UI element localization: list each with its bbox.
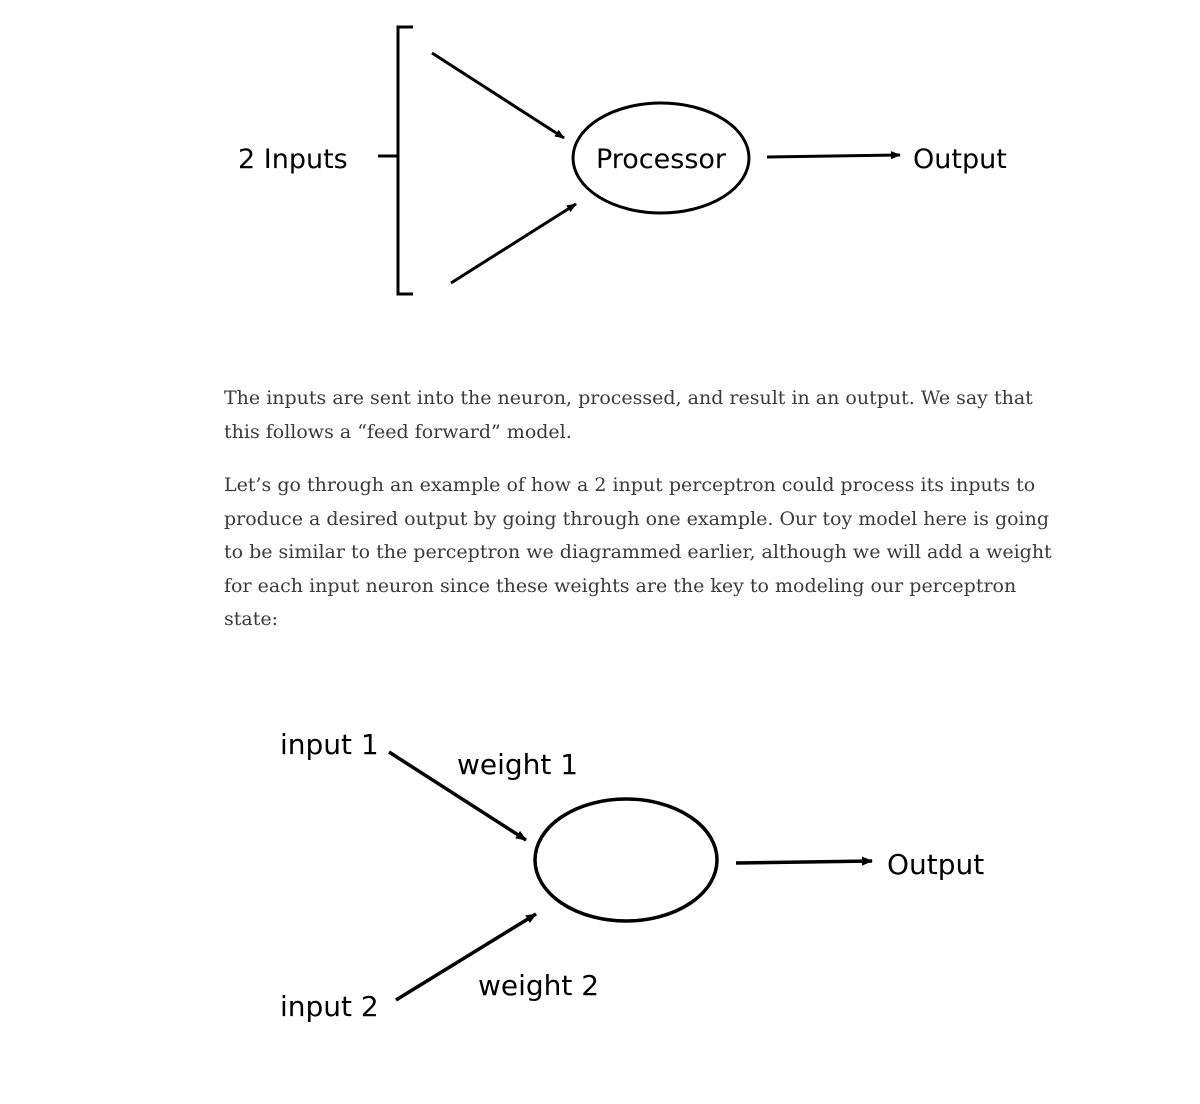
input-arrow-lower bbox=[451, 204, 576, 283]
weighted-perceptron-diagram bbox=[0, 690, 1200, 1104]
inputs-label: 2 Inputs bbox=[238, 144, 348, 175]
input-1-label: input 1 bbox=[280, 728, 379, 761]
weighted-perceptron-diagram-svg bbox=[0, 690, 1200, 1104]
output-arrow bbox=[767, 155, 900, 157]
article-body bbox=[224, 382, 1054, 657]
feed-forward-diagram-svg bbox=[0, 0, 1200, 340]
inputs-bracket bbox=[378, 27, 413, 294]
output-arrow bbox=[736, 861, 872, 863]
output-label: Output bbox=[913, 144, 1007, 175]
weight-1-label: weight 1 bbox=[457, 748, 579, 781]
processor-label: Processor bbox=[595, 144, 727, 175]
input-arrow-upper bbox=[432, 53, 564, 138]
paragraph-feed-forward: The inputs are sent into the neuron, processed, and result in an output. We say that this follows a “feed forward” model. bbox=[224, 387, 1033, 443]
paragraph-perceptron-example: Let’s go through an example of how a 2 input perceptron could process its inputs to produce a desired output by going through one example. Our toy model here is going to be similar to the perceptron we diagrammed earlier, although we will add a weight for each input neuron since these weights are the key to modeling our perceptron state: bbox=[224, 474, 1052, 630]
weight-2-label: weight 2 bbox=[478, 969, 600, 1002]
feed-forward-diagram bbox=[0, 0, 1200, 340]
output-label: Output bbox=[887, 848, 985, 881]
input-2-label: input 2 bbox=[280, 990, 379, 1023]
neuron-node bbox=[535, 799, 717, 921]
